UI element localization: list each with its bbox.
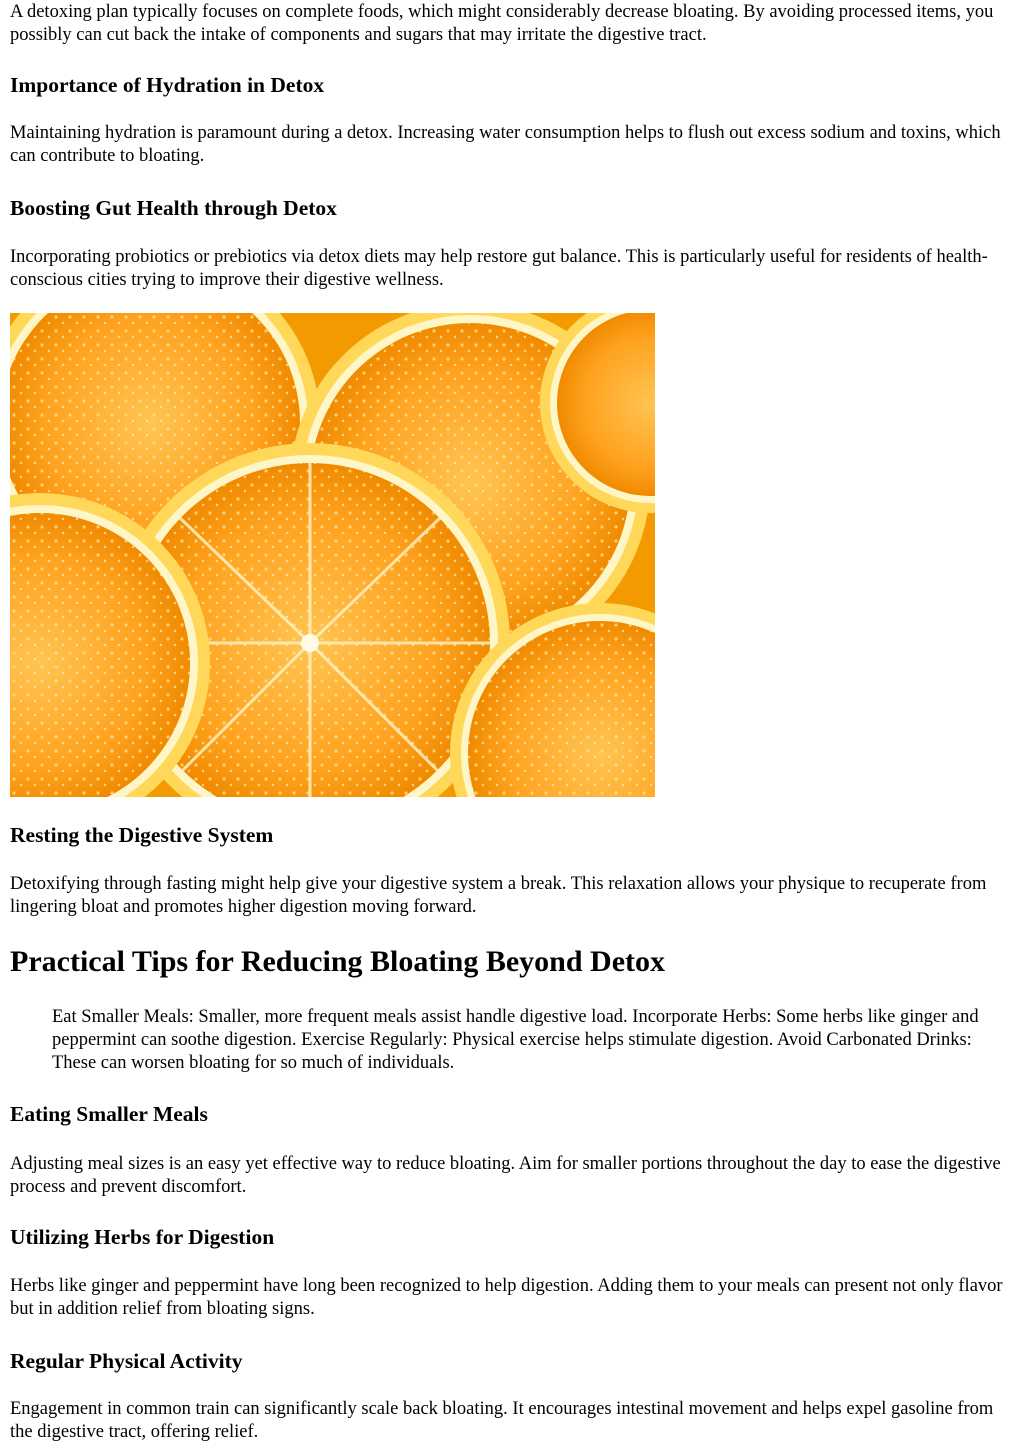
herbs-heading: Utilizing Herbs for Digestion [10, 1225, 275, 1249]
resting-paragraph: Detoxifying through fasting might help give your digestive system a break. This relaxation allows your physique to recuperate from lingering bloat and promotes higher digestion moving forward. [10, 874, 987, 917]
practical-tips-heading: Practical Tips for Reducing Bloating Beyond Detox [10, 945, 666, 978]
hydration-paragraph: Maintaining hydration is paramount during a detox. Increasing water consumption helps to flush out excess sodium and toxins, which can contribute to bloating. [10, 123, 1001, 166]
gut-health-heading: Boosting Gut Health through Detox [10, 196, 337, 220]
smaller-meals-paragraph: Adjusting meal sizes is an easy yet effective way to reduce bloating. Aim for smaller portions throughout the day to ease the digestive process and prevent discomfort. [10, 1154, 1001, 1197]
physical-activity-paragraph: Engagement in common train can significantly scale back bloating. It encourages intestinal movement and helps expel gasoline from the digestive tract, offering relief. [10, 1399, 994, 1442]
resting-heading: Resting the Digestive System [10, 823, 274, 847]
gut-health-paragraph: Incorporating probiotics or prebiotics via detox diets may help restore gut balance. This is particularly useful for residents of health-conscious cities trying to improve their digestive wellness. [10, 247, 988, 290]
hydration-heading: Importance of Hydration in Detox [10, 73, 325, 97]
smaller-meals-heading: Eating Smaller Meals [10, 1102, 208, 1126]
orange-slices-illustration [10, 313, 655, 797]
herbs-paragraph: Herbs like ginger and peppermint have long been recognized to help digestion. Adding them to your meals can present not only flavor but in addition relief from bloating signs. [10, 1276, 1003, 1319]
tips-block: Eat Smaller Meals: Smaller, more frequent meals assist handle digestive load. Incorporate Herbs: Some herbs like ginger and peppermint can soothe digestion. Exercise Regularly: Physical exercise helps stimulate digestion. Avoid Carbonated Drinks: These can worsen bloating for so much of individuals. [52, 1007, 979, 1073]
orange-slices-image [10, 313, 655, 797]
physical-activity-heading: Regular Physical Activity [10, 1349, 243, 1373]
intro-paragraph: A detoxing plan typically focuses on complete foods, which might considerably decrease bloating. By avoiding processed items, you possibly can cut back the intake of components and sugars that may irritate the digestive tract. [10, 2, 994, 45]
